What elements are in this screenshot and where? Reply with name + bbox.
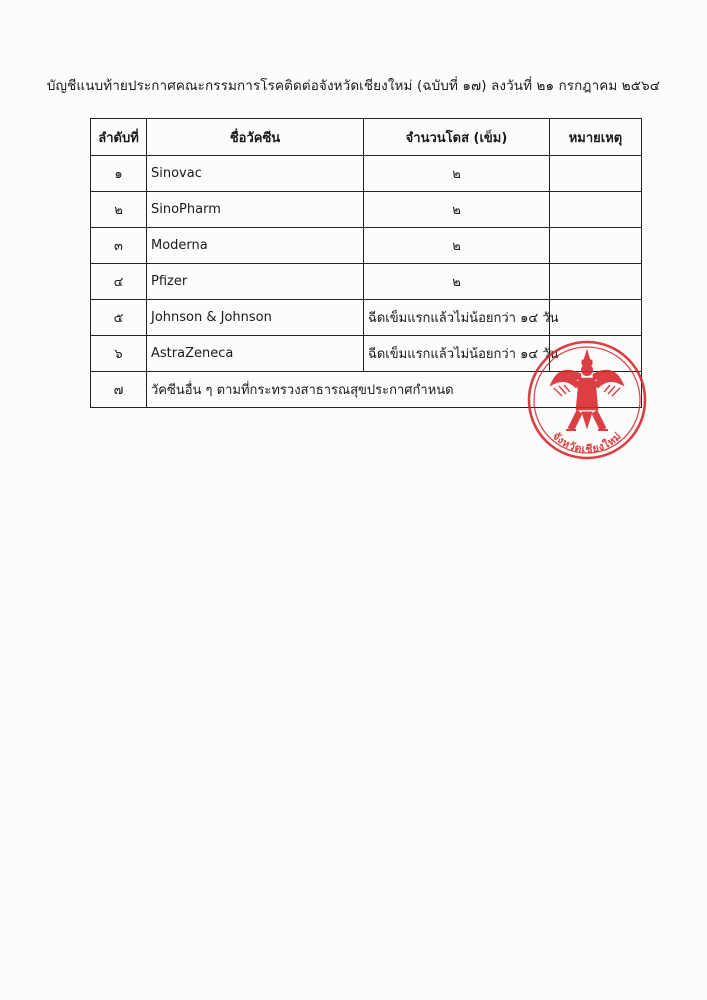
seal-text: จังหวัดเชียงใหม่ <box>549 430 625 456</box>
header-dose-count: จำนวนโดส (เข็ม) <box>364 119 550 156</box>
row-number: ๑ <box>91 156 147 192</box>
row-number: ๗ <box>91 372 147 408</box>
table-header-row <box>91 119 642 156</box>
header-order: ลำดับที่ <box>91 119 147 156</box>
remark <box>550 192 642 228</box>
table-row <box>91 300 642 336</box>
table-row <box>91 264 642 300</box>
remark <box>550 156 642 192</box>
table-row <box>91 192 642 228</box>
dose-count: ๒ <box>364 156 550 192</box>
dose-count: ๒ <box>364 264 550 300</box>
dose-count: ๒ <box>364 192 550 228</box>
vaccine-name: Johnson & Johnson <box>147 300 364 336</box>
remark <box>550 228 642 264</box>
table-row <box>91 156 642 192</box>
vaccine-name: AstraZeneca <box>147 336 364 372</box>
row-number: ๕ <box>91 300 147 336</box>
dose-count: ๒ <box>364 228 550 264</box>
remark <box>550 264 642 300</box>
vaccine-name: Sinovac <box>147 156 364 192</box>
header-vaccine-name: ชื่อวัคซีน <box>147 119 364 156</box>
table-row <box>91 228 642 264</box>
row-number: ๒ <box>91 192 147 228</box>
page-title: บัญชีแนบท้ายประกาศคณะกรรมการโรคติดต่อจังหวัดเชียงใหม่ (ฉบับที่ ๑๗) ลงวันที่ ๒๑ กรกฎาคม ๒๕๖๔ <box>46 78 661 94</box>
dose-count: ฉีดเข็มแรกแล้วไม่น้อยกว่า ๑๔ วัน <box>364 336 550 372</box>
vaccine-name: SinoPharm <box>147 192 364 228</box>
garuda-seal-icon <box>526 336 648 466</box>
vaccine-name: Moderna <box>147 228 364 264</box>
row-number: ๖ <box>91 336 147 372</box>
other-vaccines-text: วัคซีนอื่น ๆ ตามที่กระทรวงสาธารณสุขประกาศกำหนด <box>147 372 642 408</box>
vaccine-name: Pfizer <box>147 264 364 300</box>
dose-count: ฉีดเข็มแรกแล้วไม่น้อยกว่า ๑๔ วัน <box>364 300 550 336</box>
header-remark: หมายเหตุ <box>550 119 642 156</box>
row-number: ๔ <box>91 264 147 300</box>
remark <box>550 300 642 336</box>
row-number: ๓ <box>91 228 147 264</box>
